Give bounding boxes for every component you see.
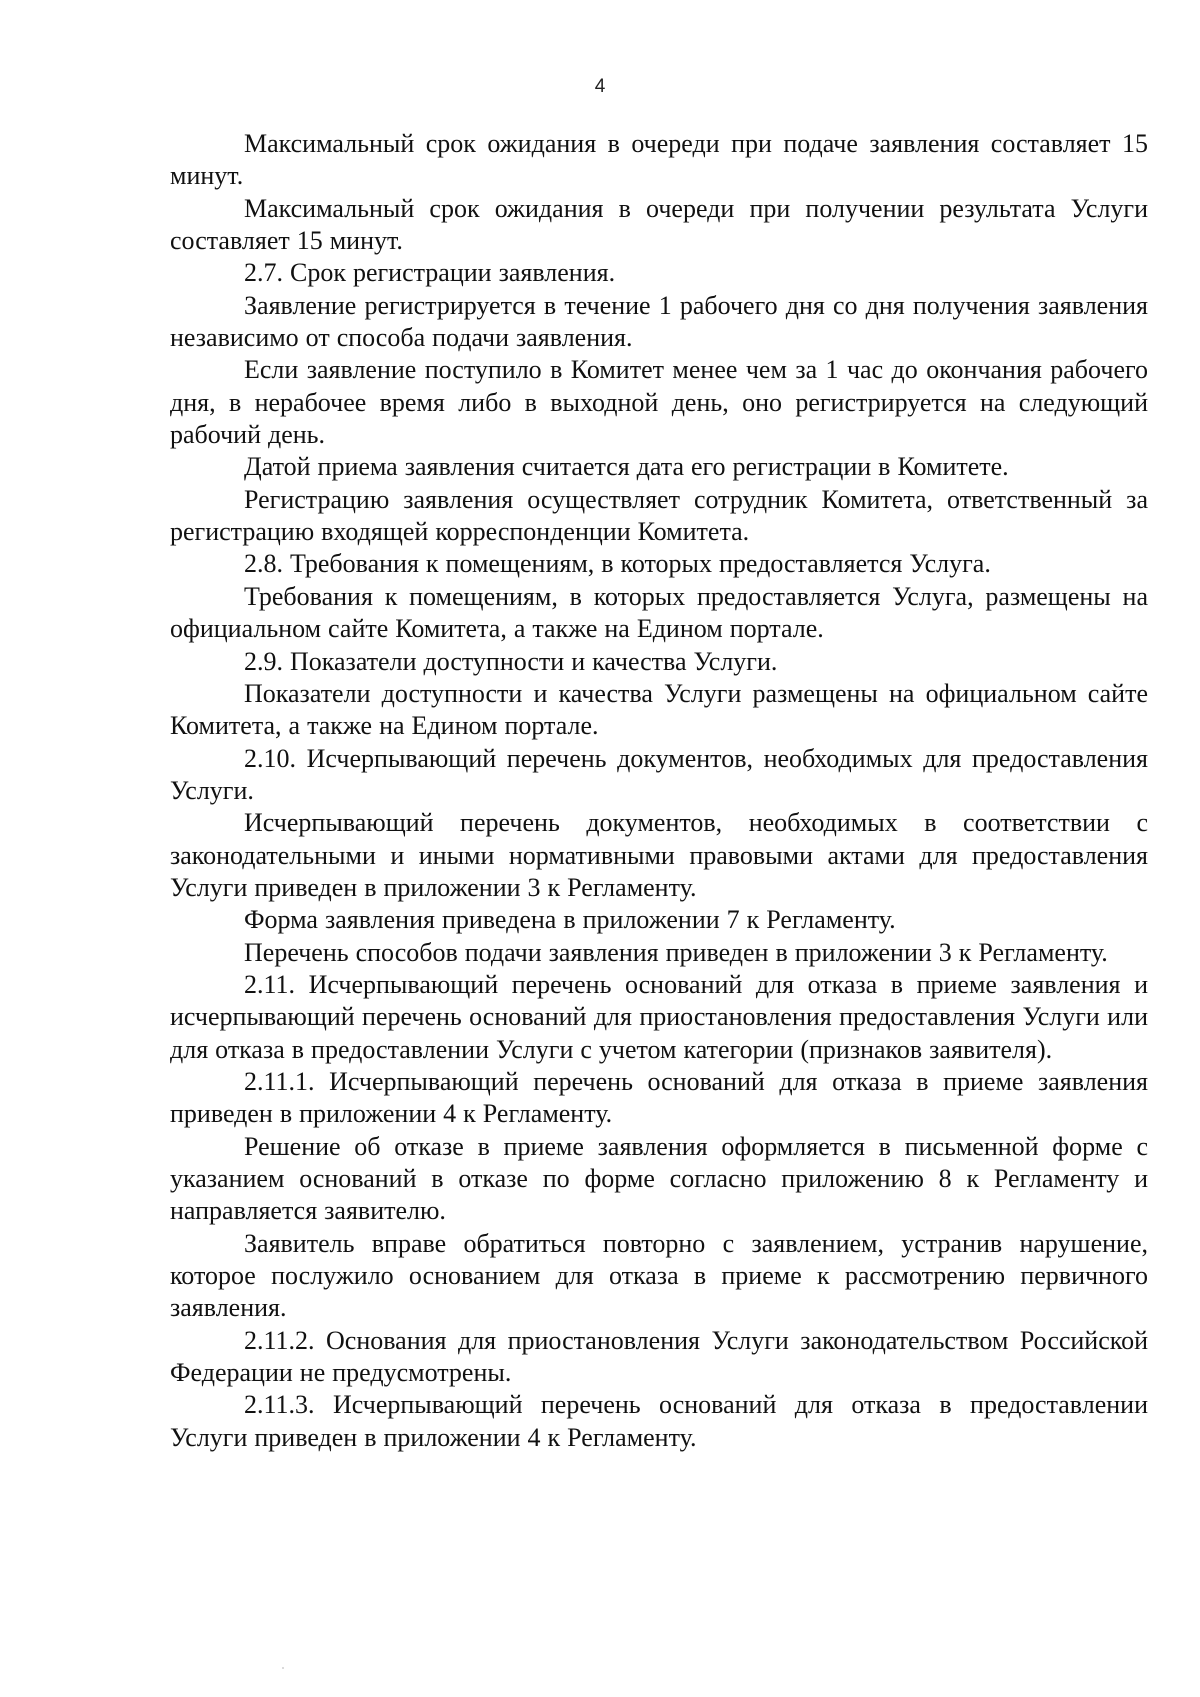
subsection-heading: 2.11.1. Исчерпывающий перечень оснований для отказа в приеме заявления приведен в приложении 4 к Регламенту. xyxy=(170,1066,1148,1129)
paragraph: Максимальный срок ожидания в очереди при подаче заявления составляет 15 минут. xyxy=(170,129,1148,191)
section-heading: 2.9. Показатели доступности и качества Услуги. xyxy=(244,646,778,676)
paragraph: Датой приема заявления считается дата его регистрации в Комитете. xyxy=(244,452,1009,482)
paragraph: Исчерпывающий перечень документов, необходимых в соответствии с законодательными и иными нормативными правовыми актами для предоставления Услуги приведен в приложении 3 к Регламенту. xyxy=(170,808,1148,902)
subsection-heading: 2.11.3. Исчерпывающий перечень оснований для отказа в предоставлении Услуги приведен в приложении 4 к Регламенту. xyxy=(170,1390,1148,1452)
paragraph: Показатели доступности и качества Услуги размещены на официальном сайте Комитета, а также на Едином портале. xyxy=(170,678,1148,741)
paragraph: Заявитель вправе обратиться повторно с заявлением, устранив нарушение, которое послужило основанием для отказа в приеме к рассмотрению первичного заявления. xyxy=(170,1228,1148,1323)
paragraph: Заявление регистрируется в течение 1 рабочего дня со дня получения заявления независимо от способа подачи заявления. xyxy=(170,290,1148,353)
paragraph: Регистрацию заявления осуществляет сотрудник Комитета, ответственный за регистрацию входящей корреспонденции Комитета. xyxy=(170,484,1148,547)
page-number: 4 xyxy=(594,76,606,97)
section-heading: 2.7. Срок регистрации заявления. xyxy=(244,258,616,288)
paragraph: Перечень способов подачи заявления приведен в приложении 3 к Регламенту. xyxy=(244,937,1108,967)
subsection-heading: 2.11.2. Основания для приостановления Услуги законодательством Российской Федерации не предусмотрены. xyxy=(170,1325,1148,1388)
paragraph: Форма заявления приведена в приложении 7 к Регламенту. xyxy=(244,905,896,935)
section-heading: 2.10. Исчерпывающий перечень документов, необходимых для предоставления Услуги. xyxy=(170,743,1148,805)
paragraph: Максимальный срок ожидания в очереди при получении результата Услуги составляет 15 минут. xyxy=(170,193,1148,256)
paragraph: Если заявление поступило в Комитет менее чем за 1 час до окончания рабочего дня, в нерабочее время либо в выходной день, оно регистрируется на следующий рабочий день. xyxy=(170,355,1148,450)
paragraph: Требования к помещениям, в которых предоставляется Услуга, размещены на официальном сайте Комитета, а также на Едином портале. xyxy=(170,581,1148,644)
paragraph: Решение об отказе в приеме заявления оформляется в письменной форме с указанием оснований в отказе по форме согласно приложению 8 к Регламенту и направляется заявителю. xyxy=(170,1131,1148,1226)
section-heading: 2.8. Требования к помещениям, в которых предоставляется Услуга. xyxy=(244,549,991,579)
document-body xyxy=(170,128,1148,1454)
section-heading: 2.11. Исчерпывающий перечень оснований для отказа в приеме заявления и исчерпывающий перечень оснований для приостановления предоставления Услуги или для отказа в предоставлении Услуги с учетом категории (признаков заявителя). xyxy=(170,969,1148,1064)
scan-speck xyxy=(282,1667,284,1669)
